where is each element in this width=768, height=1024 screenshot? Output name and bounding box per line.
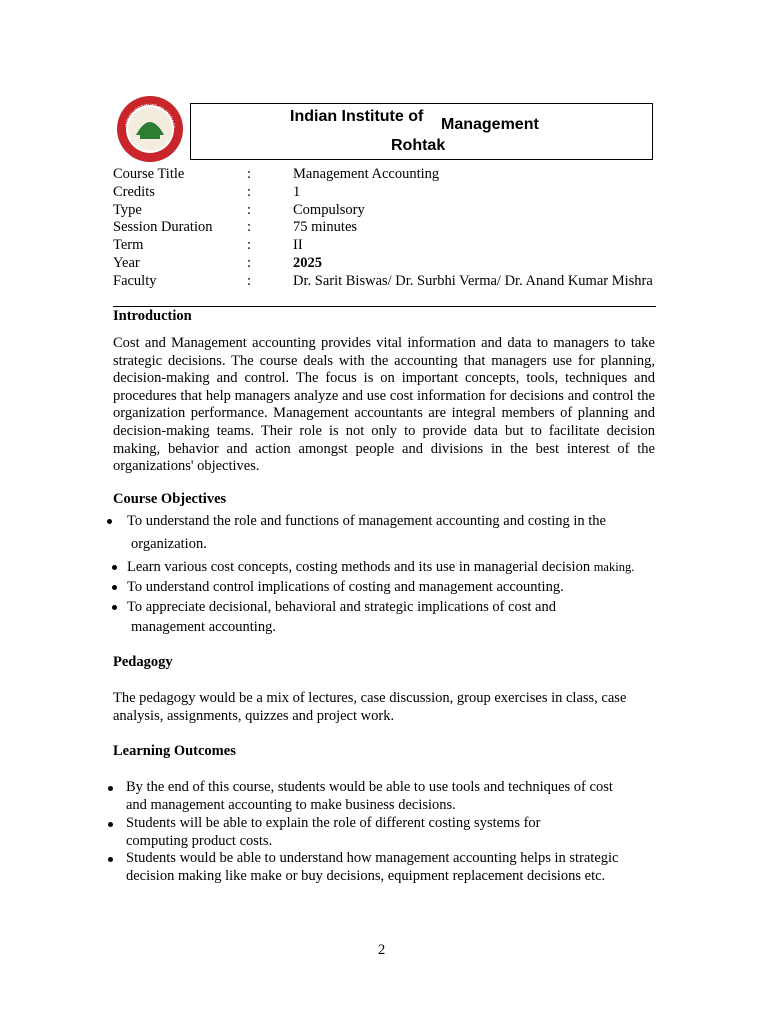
bullet-icon: [112, 605, 117, 610]
info-value: II: [293, 237, 303, 253]
info-sep: :: [247, 255, 252, 271]
title-box: [190, 103, 653, 160]
info-row-course-title: [113, 165, 713, 183]
outcome-item-line: Students will be able to explain the role of different costing systems for: [126, 815, 541, 831]
info-sep: :: [247, 166, 252, 182]
bullet-icon: [112, 565, 117, 570]
pedagogy-text: The pedagogy would be a mix of lectures, case discussion, group exercises in class, case analysis, assignments, quizzes and project work.: [113, 690, 627, 724]
objective-item-line: To understand control implications of costing and management accounting.: [127, 579, 564, 595]
info-label: Term: [113, 237, 144, 253]
objective-item-line: organization.: [131, 536, 207, 552]
outcome-item-line: Students would be able to understand how management accounting helps in strategic: [126, 850, 619, 866]
logo-text-top: INDIAN INSTITUTE OF MANAGE: [125, 103, 176, 129]
info-label: Year: [113, 255, 140, 271]
info-label: Session Duration: [113, 219, 213, 235]
title-part-2: Management: [441, 116, 539, 133]
info-sep: :: [247, 237, 252, 253]
divider: [113, 306, 656, 307]
logo-text-bottom: ROHTAK: [134, 144, 152, 156]
info-value: 2025: [293, 255, 322, 271]
objective-item-line: To understand the role and functions of management accounting and costing in the: [127, 513, 606, 529]
outcome-item-line: decision making like make or buy decisions, equipment replacement decisions etc.: [126, 868, 606, 884]
bullet-icon: [112, 585, 117, 590]
objective-item-line: To appreciate decisional, behavioral and strategic implications of cost and: [127, 599, 556, 615]
bullet-icon: [108, 857, 113, 862]
introduction-heading: Introduction: [113, 308, 192, 324]
info-row-type: [113, 201, 713, 219]
bullet-icon: [108, 822, 113, 827]
info-sep: :: [247, 202, 252, 218]
bullet-icon: [107, 519, 112, 524]
info-label: Credits: [113, 184, 155, 200]
pedagogy-heading: Pedagogy: [113, 654, 173, 670]
title-part-3: Rohtak: [391, 137, 446, 154]
outcome-item-line: computing product costs.: [126, 833, 273, 849]
objective-item-line: Learn various cost concepts, costing methods and its use in managerial decision making.: [127, 559, 635, 575]
objective-item-line: management accounting.: [131, 619, 276, 635]
info-label: Faculty: [113, 273, 157, 289]
info-row-credits: [113, 183, 713, 201]
info-sep: :: [247, 273, 252, 289]
info-value: Management Accounting: [293, 166, 440, 182]
info-value: 75 minutes: [293, 219, 358, 235]
page-number: 2: [378, 942, 386, 958]
outcome-item-line: By the end of this course, students would be able to use tools and techniques of cost: [126, 779, 613, 795]
info-label: Type: [113, 202, 142, 218]
info-label: Course Title: [113, 166, 185, 182]
institute-logo: [116, 95, 184, 163]
info-value: 1: [293, 184, 301, 200]
outcomes-heading: Learning Outcomes: [113, 743, 236, 759]
info-row-year: [113, 254, 713, 272]
info-value: Compulsory: [293, 202, 365, 218]
introduction-text: Cost and Management accounting provides vital information and data to managers to take strategic decisions. The course deals with the accounting that managers use for planning, decision-making and control. The focus is on important concepts, tools, techniques and procedures that help managers analyze and use cost information for decisions and control the organization performance. Management accountants are integral members of planning and decision-making teams. Their role is not only to provide data but to facilitate decision making, behavior and action amongst people and divisions in the best interest of the organizations' objectives.: [113, 335, 655, 475]
info-sep: :: [247, 184, 252, 200]
info-value: Dr. Sarit Biswas/ Dr. Surbhi Verma/ Dr. Anand Kumar Mishra: [293, 273, 653, 289]
info-row-faculty: [113, 272, 713, 290]
info-row-term: [113, 236, 713, 254]
info-sep: :: [247, 219, 252, 235]
outcome-item-line: and management accounting to make business decisions.: [126, 797, 456, 813]
info-row-session-duration: [113, 218, 713, 236]
objectives-heading: Course Objectives: [113, 491, 227, 507]
title-part-1: Indian Institute of: [290, 108, 424, 125]
bullet-icon: [108, 786, 113, 791]
